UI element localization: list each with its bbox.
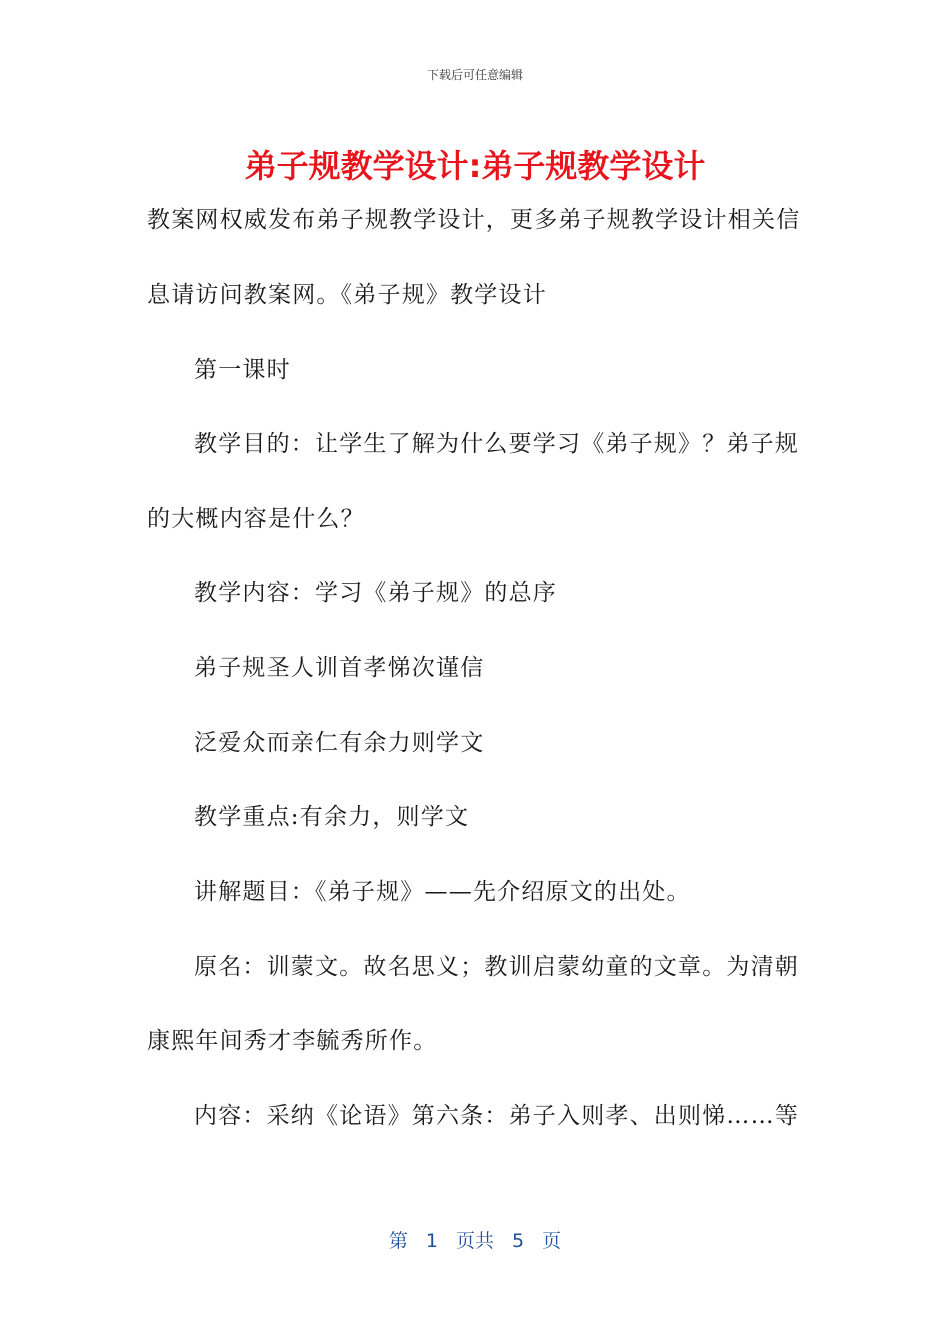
footer-page-total: 5 — [512, 1230, 525, 1252]
paragraph-line-2: 息请访问教案网。《弟子规》教学设计 — [147, 282, 547, 308]
paragraph-line-11: 原名：训蒙文。故名思义；教训启蒙幼童的文章。为清朝 — [194, 954, 799, 980]
paragraph-line-5: 的大概内容是什么？ — [147, 506, 365, 532]
document-title: 弟子规教学设计:弟子规教学设计 — [244, 147, 706, 185]
footer-page-label-pre: 第 — [388, 1230, 408, 1252]
paragraph-line-1: 教案网权威发布弟子规教学设计，更多弟子规教学设计相关信 — [147, 207, 801, 233]
paragraph-line-7: 弟子规圣人训首孝悌次谨信 — [194, 655, 485, 681]
paragraph-line-12: 康熙年间秀才李毓秀所作。 — [147, 1028, 438, 1054]
paragraph-line-13: 内容：采纳《论语》第六条：弟子入则孝、出则悌……等 — [194, 1103, 799, 1129]
paragraph-line-9: 教学重点:有余力，则学文 — [194, 804, 470, 830]
paragraph-line-8: 泛爱众而亲仁有余力则学文 — [194, 730, 485, 756]
paragraph-line-10: 讲解题目：《弟子规》——先介绍原文的出处。 — [194, 879, 691, 905]
footer-page-current: 1 — [425, 1230, 438, 1252]
paragraph-line-6: 教学内容：学习《弟子规》的总序 — [194, 580, 557, 606]
paragraph-line-4: 教学目的：让学生了解为什么要学习《弟子规》？弟子规 — [194, 431, 799, 457]
footer-page-label-post: 页 — [542, 1230, 562, 1252]
footer-page-label-mid: 页共 — [455, 1230, 494, 1252]
paragraph-line-3: 第一课时 — [194, 357, 291, 383]
header-note: 下载后可任意编辑 — [426, 68, 523, 82]
page-footer — [0, 1226, 950, 1253]
